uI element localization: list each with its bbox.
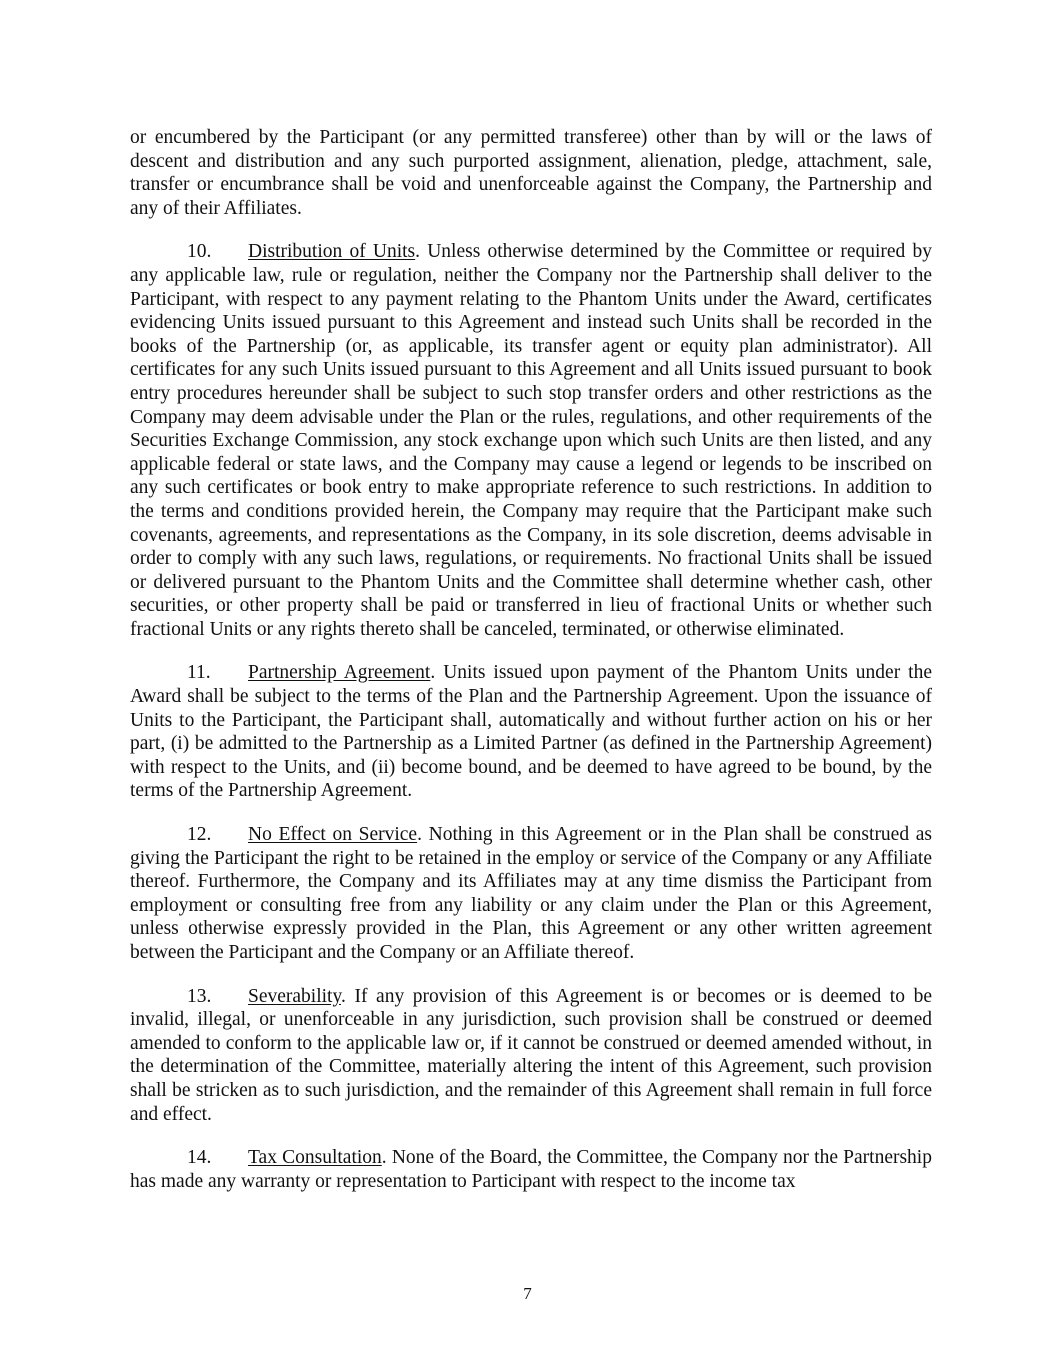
section-12 xyxy=(130,823,932,965)
section-body: . Unless otherwise determined by the Committee or required by any applicable law, rule or regulation, neither the Company nor the Partnership shall deliver to the Participant, with respect to any payment relating to the Phantom Units under the Award, certificates evidencing Units issued pursuant to this Agreement and instead such Units shall be recorded in the books of the Partnership (or, as applicable, its transfer agent or equity plan administrator). All certificates for any such Units issued pursuant to this Agreement and all Units issued pursuant to book entry procedures hereunder shall be subject to such stop transfer orders and other restrictions as the Company may deem advisable under the Plan or the rules, regulations, and other requirements of the Securities Exchange Commission, any stock exchange upon which such Units are then listed, and any applicable federal or state laws, and the Company may cause a legend or legends to be inscribed on any such certificates or book entry to make appropriate reference to such restrictions. In addition to the terms and conditions provided herein, the Company may require that the Participant make such covenants, agreements, and representations as the Company, in its sole discretion, deems advisable in order to comply with any such laws, regulations, or requirements. No fractional Units shall be issued or delivered pursuant to the Phantom Units and the Committee shall determine whether cash, other securities, or other property shall be paid or transferred in lieu of fractional Units or whether such fractional Units or any rights thereto shall be canceled, terminated, or otherwise eliminated. xyxy=(130,241,932,640)
page-number: 7 xyxy=(523,1284,532,1303)
section-11 xyxy=(130,661,932,803)
section-14 xyxy=(130,1146,932,1193)
section-body: . None of the Board, the Committee, the Company nor the Partnership has made any warranty or representation to Participant with respect to the income tax xyxy=(130,1147,932,1192)
section-heading: No Effect on Service xyxy=(248,824,418,846)
section-number: 11. xyxy=(187,662,211,684)
document-page xyxy=(130,126,932,1213)
section-number: 12. xyxy=(187,824,212,846)
section-number: 10. xyxy=(187,241,212,263)
section-number: 13. xyxy=(187,985,212,1007)
section-heading: Partnership Agreement xyxy=(248,662,431,684)
section-body: . If any provision of this Agreement is or becomes or is deemed to be invalid, illegal, or unenforceable in any jurisdiction, such provision shall be construed or deemed amended to conform to the applicable law or, if it cannot be construed or deemed amended without, in the determination of the Committee, materially altering the intent of this Agreement, such provision shall be stricken as to such jurisdiction, and the remainder of this Agreement shall remain in full force and effect. xyxy=(130,985,932,1125)
section-heading: Tax Consultation xyxy=(248,1147,382,1169)
section-heading: Severability xyxy=(248,985,341,1007)
section-body: . Nothing in this Agreement or in the Plan shall be construed as giving the Participant the right to be retained in the employ or service of the Company or any Affiliate thereof. Furthermore, the Company and its Affiliates may at any time dismiss the Participant from employment or consulting free from any liability or any claim under the Plan or this Agreement, unless otherwise expressly provided in the Plan, this Agreement or any other written agreement between the Participant and the Company or an Affiliate thereof. xyxy=(130,824,933,963)
section-13 xyxy=(130,985,932,1127)
continuation-paragraph: or encumbered by the Participant (or any permitted transferee) other than by will or the laws of descent and distribution and any such purported assignment, alienation, pledge, attachment, sale, transfer or encumbrance shall be void and unenforceable against the Company, the Partnership and any of their Affiliates. xyxy=(130,127,932,219)
section-10 xyxy=(130,240,932,641)
section-number: 14. xyxy=(187,1147,212,1169)
section-heading: Distribution of Units xyxy=(248,241,416,263)
section-body: . Units issued upon payment of the Phantom Units under the Award shall be subject to the terms of the Plan and the Partnership Agreement. Upon the issuance of Units to the Participant, the Participant shall, automatically and without further action on his or her part, (i) be admitted to the Partnership as a Limited Partner (as defined in the Partnership Agreement) with respect to the Units, and (ii) become bound, and be deemed to have agreed to be bound, by the terms of the Partnership Agreement. xyxy=(130,662,932,802)
